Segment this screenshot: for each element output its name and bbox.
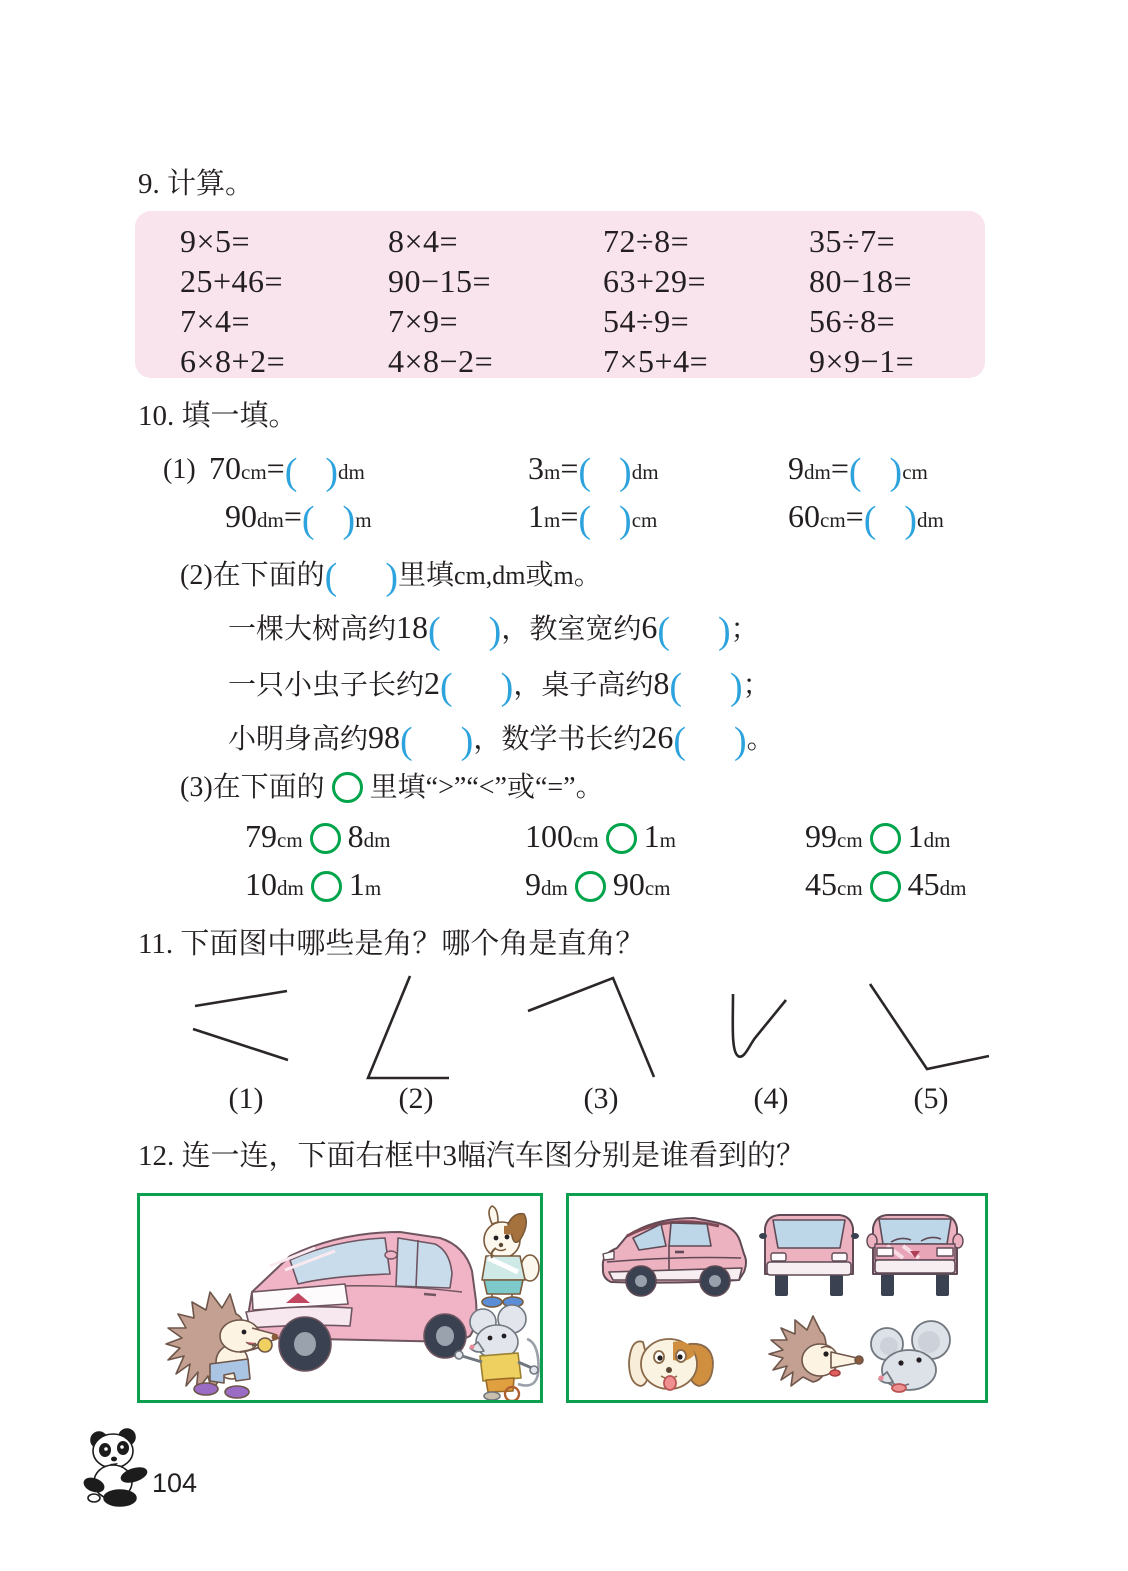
mouse-head [871, 1321, 950, 1392]
car-rear-view [759, 1215, 859, 1296]
calc-expression: 80−18= [809, 263, 913, 299]
calc-expression: 63+29= [603, 263, 707, 299]
figure5-angle [870, 984, 989, 1069]
conversion-item: 1m=( )cm [528, 498, 658, 541]
compare-item: 10dm 1m [245, 866, 382, 902]
compare-circle [606, 823, 637, 854]
calc-expression: 9×9−1= [809, 343, 915, 379]
hedgehog-head [769, 1316, 863, 1386]
figure1-line-bottom [193, 1029, 288, 1060]
figure3-angle [528, 978, 654, 1077]
compare-circle [311, 871, 342, 902]
conversion-item: 90dm=( )m [225, 498, 372, 541]
part1-label: (1) [163, 454, 196, 485]
panda-mascot-icon [82, 1428, 152, 1508]
conversion-item: 3m=( )dm [528, 450, 659, 493]
compare-item: 45cm 45dm [805, 866, 967, 902]
part1-conversions [163, 450, 1003, 560]
compare-circle [310, 823, 341, 854]
views-box [566, 1193, 988, 1403]
dog-head [629, 1339, 713, 1390]
part2-line: 一棵大树高约18( )，教室宽约6( )； [228, 609, 759, 652]
question-12-title: 12. 连一连，下面右框中3幅汽车图分别是谁看到的？ [138, 1140, 806, 1172]
figure1-line-top [195, 991, 287, 1006]
calc-expression: 90−15= [388, 263, 492, 299]
calc-row [135, 263, 985, 301]
conversion-item: 70cm=( )dm [209, 450, 365, 493]
compare-circle [870, 823, 901, 854]
calc-expression: 8×4= [388, 223, 459, 259]
calc-expression: 72÷8= [603, 223, 690, 259]
car-three-quarter-view [246, 1232, 476, 1371]
conversion-item: 9dm=( )cm [788, 450, 928, 493]
question-11-title: 11. 下面图中哪些是角？哪个角是直角？ [138, 928, 645, 960]
calculation-exercise-box [135, 211, 985, 378]
calc-expression: 9×5= [180, 223, 251, 259]
part2-choose-unit [180, 551, 990, 761]
calc-row [135, 223, 985, 261]
calc-expression: 56÷8= [809, 303, 896, 339]
angle-figures [150, 960, 1010, 1090]
compare-item: 99cm 1dm [805, 818, 951, 854]
figure2-angle [368, 976, 449, 1078]
figure2-label: (2) [398, 1082, 434, 1115]
conversion-item: 60cm=( )dm [788, 498, 944, 541]
calc-expression: 25+46= [180, 263, 284, 299]
calc-expression: 7×9= [388, 303, 459, 339]
part2-header: (2)在下面的( )里填cm,dm或m。 [180, 556, 602, 598]
views-illustration [569, 1196, 985, 1400]
calc-row [135, 303, 985, 341]
compare-circle [575, 871, 606, 902]
figure5-label: (5) [913, 1082, 949, 1115]
calc-expression: 54÷9= [603, 303, 690, 339]
calc-expression: 6×8+2= [180, 343, 286, 379]
figure4-curved-v [733, 994, 786, 1057]
scene-box [137, 1193, 543, 1403]
scene-illustration [140, 1196, 540, 1400]
page-number: 104 [152, 1468, 198, 1498]
figure3-label: (3) [583, 1082, 619, 1115]
compare-item: 9dm 90cm [525, 866, 671, 902]
question-9-title: 9. 计算。 [138, 168, 255, 200]
calc-row [135, 343, 985, 381]
part2-line: 小明身高约98( )，数学书长约26( )。 [228, 719, 775, 762]
car-side-view [603, 1218, 746, 1296]
calc-expression: 7×5+4= [603, 343, 709, 379]
question-10-title: 10. 填一填。 [138, 400, 298, 432]
figure4-label: (4) [753, 1082, 789, 1115]
figure1-label: (1) [228, 1082, 264, 1115]
part3-header: (3)在下面的 里填“>”“<”或“=”。 [180, 772, 604, 803]
car-front-view [867, 1215, 963, 1296]
part2-line: 一只小虫子长约2( )，桌子高约8( )； [228, 665, 771, 708]
compare-item: 79cm 8dm [245, 818, 391, 854]
dog-character [482, 1206, 539, 1307]
calc-expression: 7×4= [180, 303, 251, 339]
calc-expression: 4×8−2= [388, 343, 494, 379]
compare-item: 100cm 1m [525, 818, 676, 854]
compare-circle [332, 772, 363, 803]
compare-circle [870, 871, 901, 902]
part3-compare [180, 763, 990, 913]
calc-expression: 35÷7= [809, 223, 896, 259]
